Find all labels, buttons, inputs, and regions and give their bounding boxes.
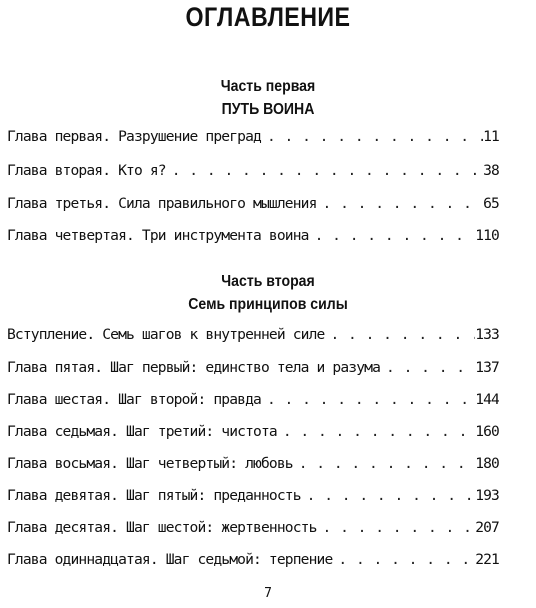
toc-entry-page: 11 [483,128,499,145]
toc-entry-page: 133 [475,326,499,343]
toc-entry-title: Глава шестая. Шаг второй: правда [7,391,261,408]
toc-entry[interactable] [7,227,499,249]
toc-entry[interactable] [7,359,499,381]
toc-entry-page: 221 [475,551,499,568]
toc-entry-page: 137 [475,359,499,376]
toc-entry[interactable] [7,551,499,573]
toc-entry-title: Глава десятая. Шаг шестой: жертвенность [7,519,317,536]
toc-entry[interactable] [7,391,499,413]
dot-leader [301,487,476,504]
toc-entry-title: Глава одиннадцатая. Шаг седьмой: терпение [7,551,333,568]
toc-entry-page: 110 [475,227,499,244]
dot-leader [324,326,475,343]
toc-entry[interactable] [7,195,499,217]
toc-entry-page: 144 [475,391,499,408]
dot-leader [332,551,475,568]
toc-entry-title: Глава пятая. Шаг первый: единство тела и разума [7,359,381,376]
toc-entry-page: 207 [475,519,499,536]
toc-entry-page: 193 [475,487,499,504]
dot-leader [380,359,475,376]
toc-entry-title: Глава седьмая. Шаг третий: чистота [7,423,277,440]
toc-entry-page: 38 [483,162,499,179]
toc-entry-title: Глава девятая. Шаг пятый: преданность [7,487,301,504]
dot-leader [293,455,475,472]
toc-entry[interactable] [7,519,499,541]
toc-entry-title: Глава третья. Сила правильного мышления [7,195,317,212]
toc-entry[interactable] [7,423,499,445]
dot-leader [309,227,476,244]
toc-entry-title: Глава вторая. Кто я? [7,162,166,179]
part-1-label: Часть первая [220,78,316,95]
toc-entry-title: Глава первая. Разрушение преград [7,128,261,145]
dot-leader [317,519,476,536]
part-2-label: Часть вторая [221,273,315,290]
toc-entry-page: 160 [475,423,499,440]
toc-entry[interactable] [7,162,499,184]
page-title: ОГЛАВЛЕНИЕ [185,2,351,32]
dot-leader [317,195,484,212]
toc-entry-title: Глава четвертая. Три инструмента воина [7,227,309,244]
toc-entry[interactable] [7,487,499,509]
part-1-title: ПУТЬ ВОИНА [221,101,315,118]
part-2-title: Семь принципов силы [188,296,348,313]
toc-entry-page: 180 [475,455,499,472]
page-number: 7 [264,586,272,601]
toc-entry-title: Вступление. Семь шагов к внутренней силе [7,326,325,343]
dot-leader [261,128,483,145]
toc-entry[interactable] [7,455,499,477]
toc-entry[interactable] [7,326,499,348]
toc-entry-page: 65 [483,195,499,212]
dot-leader [166,162,483,179]
dot-leader [261,391,475,408]
dot-leader [277,423,475,440]
toc-entry[interactable] [7,128,499,150]
toc-entry-title: Глава восьмая. Шаг четвертый: любовь [7,455,293,472]
